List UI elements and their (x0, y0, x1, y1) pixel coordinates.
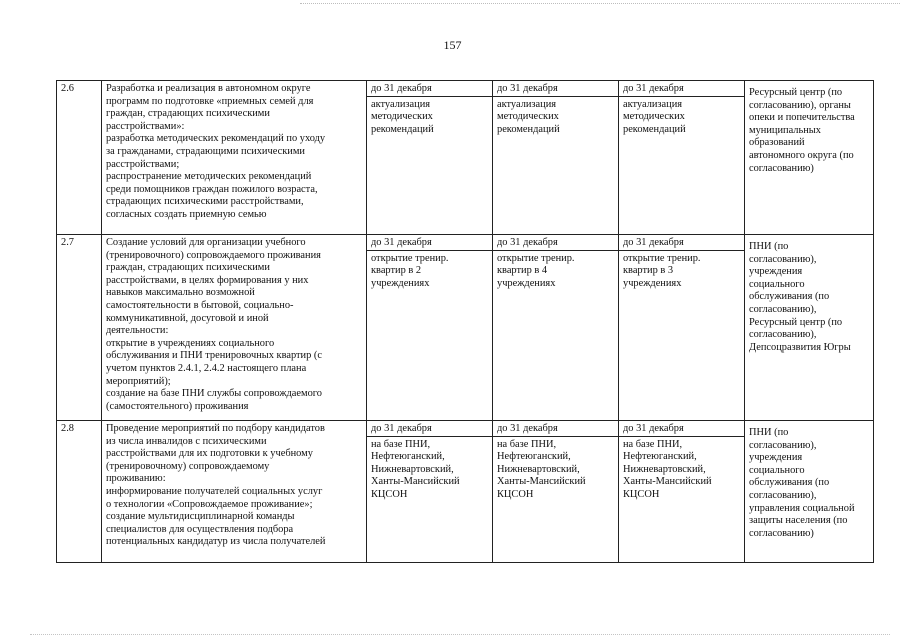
description-line: согласных создать приемную семью (106, 208, 267, 220)
responsible-line: Ресурсный центр (по (749, 87, 843, 98)
description-line: расстройствами, в целях формирования у них (106, 274, 309, 286)
year-text: рекомендаций (497, 123, 560, 135)
description-line: проживанию: (106, 473, 166, 485)
year-text: квартир в 3 (623, 265, 674, 277)
year-text: Нижневартовский, (497, 463, 580, 475)
year-text: Нефтеюганский, (371, 451, 445, 463)
deadline-label: до 31 декабря (619, 237, 744, 251)
responsible-line: ПНИ (по (749, 241, 789, 252)
year-text: на базе ПНИ, (623, 438, 683, 450)
description-line: создание мультидисциплинарной команды (106, 511, 295, 523)
description-line: расстройствами для их подготовки к учебному (106, 448, 313, 460)
responsible-line: согласованию) (749, 162, 814, 174)
year-text: методических (497, 111, 559, 123)
year-text: рекомендаций (623, 123, 686, 135)
description-line: расстройствами; (106, 158, 180, 170)
year-text: актуализация (623, 98, 683, 110)
year-text: Ханты-Мансийский (623, 476, 712, 488)
description-line: разработка методических рекомендаций по уходу (106, 133, 326, 145)
description-line: (тренировочного) сопровождаемого проживания (106, 249, 321, 261)
description-line: потенциальных кандидатур из числа получателей (106, 536, 326, 548)
year-text: квартир в 4 (497, 265, 548, 277)
description-line: учетом пунктов 2.4.1, 2.4.2 настоящего плана (106, 362, 307, 374)
description-line: расстройствами»: (106, 120, 185, 132)
row-number: 2.7 (57, 235, 102, 421)
description-line: Создание условий для организации учебного (106, 237, 306, 248)
responsible-line: социального (749, 278, 805, 290)
year-cell (367, 421, 493, 563)
responsible-cell (745, 421, 874, 563)
deadline-label: до 31 декабря (619, 423, 744, 437)
year-text: открытие тренир. (497, 252, 575, 264)
year-text: учреждениях (497, 277, 556, 289)
deadline-label: до 31 декабря (493, 423, 618, 437)
deadline-label: до 31 декабря (493, 237, 618, 251)
year-cell (493, 81, 619, 235)
description-line: создание на базе ПНИ службы сопровождаемого (106, 388, 322, 400)
year-text: КЦСОН (497, 488, 534, 500)
year-text: открытие тренир. (623, 252, 701, 264)
description-line: открытие в учреждениях социального (106, 337, 275, 349)
year-text: КЦСОН (371, 488, 408, 500)
year-cell (367, 235, 493, 421)
year-text: рекомендаций (371, 123, 434, 135)
responsible-cell (745, 235, 874, 421)
year-cell (619, 235, 745, 421)
row-description (102, 81, 367, 235)
deadline-label: до 31 декабря (367, 83, 492, 97)
responsible-line: опеки и попечительства (749, 112, 855, 124)
year-text: Нижневартовский, (623, 463, 706, 475)
year-text: учреждениях (623, 277, 682, 289)
year-cell (619, 81, 745, 235)
year-text: Нижневартовский, (371, 463, 454, 475)
description-line: программ по подготовке «приемных семей для (106, 95, 314, 107)
year-cell (493, 235, 619, 421)
deadline-label: до 31 декабря (367, 237, 492, 251)
year-text: методических (371, 111, 433, 123)
responsible-line: муниципальных (749, 124, 821, 136)
description-line: граждан, страдающих психическими (106, 262, 270, 274)
description-line: мероприятий); (106, 375, 171, 387)
year-text: на базе ПНИ, (497, 438, 557, 450)
description-line: коммуникативной, досуговой и иной (106, 312, 269, 324)
year-cell (619, 421, 745, 563)
description-line: о технологии «Сопровождаемое проживание»; (106, 498, 313, 510)
row-description (102, 235, 367, 421)
description-line: информирование получателей социальных услуг (106, 485, 323, 497)
deadline-label: до 31 декабря (493, 83, 618, 97)
description-line: граждан, страдающих психическими (106, 108, 270, 120)
description-line: за гражданами, страдающими психическими (106, 145, 305, 157)
page-number: 157 (443, 38, 462, 52)
responsible-line: обслуживания (по (749, 291, 830, 303)
responsible-line: управления социальной (749, 502, 855, 514)
responsible-line: учреждения (749, 452, 803, 464)
responsible-line: защиты населения (по (749, 515, 848, 527)
year-text: учреждениях (371, 277, 430, 289)
description-line: Проведение мероприятий по подбору кандидатов (106, 423, 325, 434)
responsible-cell (745, 81, 874, 235)
year-text: Ханты-Мансийский (497, 476, 586, 488)
year-text: Ханты-Мансийский (371, 476, 460, 488)
year-cell (367, 81, 493, 235)
year-text: актуализация (497, 98, 557, 110)
year-text: открытие тренир. (371, 252, 449, 264)
description-line: деятельности: (106, 325, 169, 337)
responsible-line: образований (749, 137, 805, 149)
row-number: 2.6 (57, 81, 102, 235)
deadline-label: до 31 декабря (367, 423, 492, 437)
table-row (57, 421, 874, 563)
description-line: страдающих психическими расстройствами, (106, 196, 304, 208)
description-line: Разработка и реализация в автономном округе (106, 83, 311, 94)
description-line: самостоятельности в бытовой, социально- (106, 299, 294, 311)
responsible-line: согласованию), органы (749, 99, 851, 111)
responsible-line: согласованию), (749, 303, 817, 315)
table-row (57, 235, 874, 421)
year-text: КЦСОН (623, 488, 660, 500)
description-line: из числа инвалидов с психическими (106, 435, 267, 447)
row-description (102, 421, 367, 563)
description-line: обслуживания и ПНИ тренировочных квартир (с (106, 350, 322, 362)
responsible-line: социального (749, 464, 805, 476)
responsible-line: согласованию), (749, 329, 817, 341)
year-text: актуализация (371, 98, 431, 110)
description-line: среди помощников граждан пожилого возраста, (106, 183, 318, 195)
deadline-label: до 31 декабря (619, 83, 744, 97)
responsible-line: Депсоцразвития Югры (749, 341, 851, 353)
responsible-line: автономного округа (по (749, 149, 854, 161)
description-line: (самостоятельного) проживания (106, 400, 249, 412)
responsible-line: ПНИ (по (749, 427, 789, 438)
year-text: Нефтеюганский, (497, 451, 571, 463)
description-line: навыков максимально возможной (106, 287, 255, 299)
responsible-line: согласованию) (749, 527, 814, 539)
description-line: специалистов для осуществления подбора (106, 523, 294, 535)
year-text: на базе ПНИ, (371, 438, 431, 450)
responsible-line: согласованию), (749, 489, 817, 501)
year-text: квартир в 2 (371, 265, 422, 277)
responsible-line: согласованию), (749, 439, 817, 451)
description-line: (тренировочному) сопровождаемому (106, 460, 270, 472)
scan-edge-bottom (30, 634, 890, 636)
year-text: методических (623, 111, 685, 123)
year-text: Нефтеюганский, (623, 451, 697, 463)
plan-table (56, 80, 874, 563)
responsible-line: Ресурсный центр (по (749, 316, 843, 328)
scan-edge-top (300, 3, 900, 5)
responsible-line: обслуживания (по (749, 477, 830, 489)
year-cell (493, 421, 619, 563)
row-number: 2.8 (57, 421, 102, 563)
table-row (57, 81, 874, 235)
responsible-line: согласованию), (749, 253, 817, 265)
responsible-line: учреждения (749, 266, 803, 278)
description-line: распространение методических рекомендаций (106, 171, 312, 183)
